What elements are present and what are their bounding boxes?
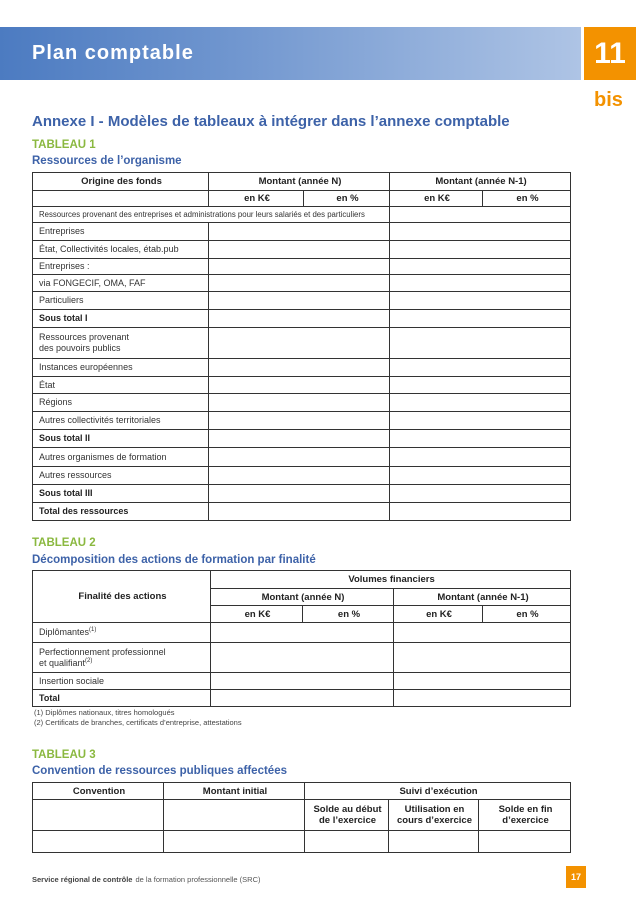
- empty-cell: [164, 800, 305, 831]
- row-label: Sous total I: [33, 310, 209, 328]
- closing-balance-cell: [479, 831, 571, 853]
- amount-n-cell: [209, 359, 390, 377]
- header-purpose: Finalité des actions: [33, 571, 211, 623]
- subtotal-row: [33, 485, 571, 503]
- empty-cell: [33, 800, 164, 831]
- table-header-row: [33, 800, 571, 831]
- amount-n-cell: [209, 503, 390, 521]
- table-row: [33, 241, 571, 259]
- empty-cell: [33, 191, 209, 207]
- amount-n-cell: [209, 412, 390, 430]
- table-row: [33, 448, 571, 467]
- table-row: [33, 467, 571, 485]
- header-financial-volumes: Volumes financiers: [211, 571, 571, 589]
- amount-n-cell: [209, 394, 390, 412]
- section-note: Ressources provenant des entreprises et administrations pour leurs salariés et des particuliers: [33, 207, 390, 223]
- chapter-banner: [0, 27, 581, 80]
- row-label: Particuliers: [33, 292, 209, 310]
- table-row: [33, 223, 571, 241]
- amount-n1-cell: [390, 310, 571, 328]
- amount-n-cell: [211, 643, 394, 673]
- row-label: Sous total III: [33, 485, 209, 503]
- footer-publisher-bold: Service régional de contrôle: [32, 875, 133, 884]
- amount-n1-cell: [390, 430, 571, 448]
- header-unit-pct: en %: [483, 606, 571, 623]
- table-header-row: [33, 571, 571, 589]
- footnote: (1) Diplômes nationaux, titres homologués: [34, 708, 175, 717]
- chapter-suffix: bis: [594, 89, 623, 111]
- row-label: Sous total II: [33, 430, 209, 448]
- header-amount-year-n1: Montant (année N-1): [390, 173, 571, 191]
- footnotes: [34, 708, 242, 728]
- subtotal-row: [33, 430, 571, 448]
- subtotal-row: [33, 310, 571, 328]
- amount-n-cell: [209, 223, 390, 241]
- row-label: Autres organismes de formation: [33, 448, 209, 467]
- row-label: Régions: [33, 394, 209, 412]
- tableau1-resources-table: [32, 172, 571, 521]
- table-row: [33, 831, 571, 853]
- row-label: via FONGECIF, OMA, FAF: [33, 275, 209, 292]
- footnote-ref: (1): [89, 627, 97, 633]
- amount-n-cell: [209, 328, 390, 359]
- amount-n1-cell: [390, 485, 571, 503]
- convention-cell: [33, 831, 164, 853]
- row-label: Autres collectivités territoriales: [33, 412, 209, 430]
- table-row: [33, 394, 571, 412]
- amount-n1-cell: [390, 223, 571, 241]
- header-in-year-use: Utilisation en cours d’exercice: [389, 800, 479, 831]
- amount-n1-cell: [390, 241, 571, 259]
- annex-title: Annexe I - Modèles de tableaux à intégrer dans l’annexe comptable: [32, 113, 510, 130]
- row-label: Total: [33, 690, 211, 707]
- header-closing-balance: Solde en fin d’exercice: [479, 800, 571, 831]
- header-unit-pct: en %: [483, 191, 571, 207]
- footnote-ref: (2): [85, 657, 93, 664]
- amount-n-cell: [209, 259, 390, 275]
- amount-n-cell: [211, 623, 394, 643]
- table-row: [33, 275, 571, 292]
- table-row: [33, 623, 571, 643]
- amount-n1-cell: [394, 623, 571, 643]
- amount-n-cell: [209, 485, 390, 503]
- header-unit-keur: en K€: [390, 191, 483, 207]
- page-number: 17: [566, 866, 586, 888]
- initial-amount-cell: [164, 831, 305, 853]
- footer-publisher-rest: de la formation professionnelle (SRC): [135, 875, 261, 884]
- amount-n-cell: [209, 310, 390, 328]
- footnote: (2) Certificats de branches, certificats d’entreprise, attestations: [34, 718, 242, 727]
- total-row: [33, 690, 571, 707]
- amount-n1-cell: [390, 377, 571, 394]
- amount-n1-cell: [390, 328, 571, 359]
- table-row: [33, 412, 571, 430]
- row-label: Instances européennes: [33, 359, 209, 377]
- section-note-row: [33, 207, 571, 223]
- amount-n-cell: [211, 673, 394, 690]
- header-amount-year-n: Montant (année N): [209, 173, 390, 191]
- chapter-number-badge: 11: [584, 27, 636, 80]
- table-row: [33, 359, 571, 377]
- tableau2-label: TABLEAU 2: [32, 537, 96, 549]
- tableau2-purpose-table: [32, 570, 571, 707]
- table-row: [33, 259, 571, 275]
- amount-n1-cell: [390, 292, 571, 310]
- amount-n1-cell: [394, 690, 571, 707]
- row-label-text: Diplômantes: [39, 627, 90, 637]
- tableau3-subtitle: Convention de ressources publiques affectées: [32, 765, 287, 777]
- tableau3-label: TABLEAU 3: [32, 749, 96, 761]
- amount-n-cell: [209, 241, 390, 259]
- total-row: [33, 503, 571, 521]
- amount-n1-cell: [394, 643, 571, 673]
- amount-n1-cell: [390, 503, 571, 521]
- row-label: Autres ressources: [33, 467, 209, 485]
- header-unit-keur: en K€: [209, 191, 304, 207]
- header-amount-year-n1: Montant (année N-1): [394, 589, 571, 606]
- amount-n-cell: [209, 275, 390, 292]
- amount-n-cell: [209, 430, 390, 448]
- amount-n1-cell: [394, 673, 571, 690]
- amount-n-cell: [209, 377, 390, 394]
- header-origin-of-funds: Origine des fonds: [33, 173, 209, 191]
- header-unit-pct: en %: [304, 191, 390, 207]
- row-label-text: Perfectionnement professionnel et qualifiant: [39, 646, 166, 668]
- row-label: État, Collectivités locales, étab.pub: [33, 241, 209, 259]
- amount-n1-cell: [390, 467, 571, 485]
- table-row: [33, 377, 571, 394]
- empty-cell: [390, 207, 571, 223]
- header-unit-keur: en K€: [211, 606, 303, 623]
- row-label: Insertion sociale: [33, 673, 211, 690]
- header-unit-keur: en K€: [394, 606, 483, 623]
- amount-n1-cell: [390, 412, 571, 430]
- header-unit-pct: en %: [303, 606, 394, 623]
- table-row: [33, 643, 571, 673]
- table-header-row: [33, 783, 571, 800]
- amount-n1-cell: [390, 275, 571, 292]
- tableau2-subtitle: Décomposition des actions de formation par finalité: [32, 554, 316, 566]
- amount-n-cell: [209, 448, 390, 467]
- tableau1-subtitle: Ressources de l’organisme: [32, 155, 182, 167]
- in-year-use-cell: [389, 831, 479, 853]
- header-initial-amount: Montant initial: [164, 783, 305, 800]
- tableau3-convention-table: [32, 782, 571, 853]
- table-row: [33, 292, 571, 310]
- table-unit-row: [33, 191, 571, 207]
- row-label: Entreprises :: [33, 259, 209, 275]
- header-opening-balance: Solde au début de l’exercice: [305, 800, 389, 831]
- header-convention: Convention: [33, 783, 164, 800]
- table-row: [33, 328, 571, 359]
- header-execution-tracking: Suivi d’exécution: [305, 783, 571, 800]
- opening-balance-cell: [305, 831, 389, 853]
- row-label: Ressources provenant des pouvoirs publics: [33, 328, 209, 359]
- row-label: État: [33, 377, 209, 394]
- tableau1-label: TABLEAU 1: [32, 139, 96, 151]
- amount-n1-cell: [390, 359, 571, 377]
- amount-n-cell: [209, 467, 390, 485]
- header-amount-year-n: Montant (année N): [211, 589, 394, 606]
- amount-n1-cell: [390, 259, 571, 275]
- amount-n-cell: [209, 292, 390, 310]
- row-label: [33, 623, 211, 643]
- amount-n1-cell: [390, 448, 571, 467]
- row-label: [33, 643, 211, 673]
- table-row: [33, 673, 571, 690]
- amount-n1-cell: [390, 394, 571, 412]
- page-footer: [32, 875, 261, 885]
- row-label: Total des ressources: [33, 503, 209, 521]
- table-header-row: [33, 173, 571, 191]
- amount-n-cell: [211, 690, 394, 707]
- chapter-title: Plan comptable: [32, 42, 194, 64]
- row-label: Entreprises: [33, 223, 209, 241]
